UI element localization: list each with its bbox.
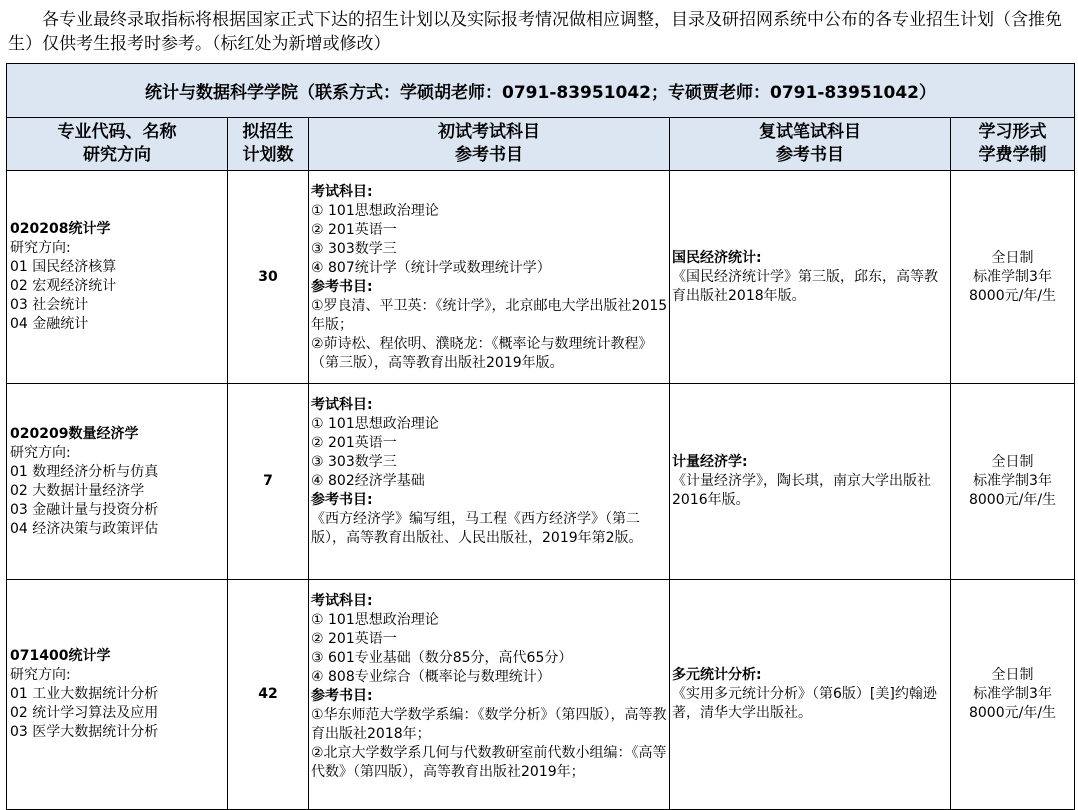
ref-item: 《西方经济学》编写组，马工程《西方经济学》（第二版），高等教育出版社、人民出版社，2019年第2版。 <box>311 511 643 546</box>
notice-paragraph: 各专业最终录取指标将根据国家正式下达的招生计划以及实际报考情况做相应调整，目录及研招网系统中公布的各专业招生计划（含推免生）仅供考生报考时参考。（标红处为新增或修改） <box>8 10 1062 54</box>
retest-text: 《实用多元统计分析》（第6版）[美]约翰逊著，清华大学出版社。 <box>672 686 937 721</box>
ref-item: ②茆诗松、程依明、濮晓龙：《概率论与数理统计教程》（第三版），高等教育出版社2019年版。 <box>311 336 653 371</box>
major-title: 020208统计学 <box>10 221 111 237</box>
exam-subject: ② 201英语一 <box>311 435 397 451</box>
retest-text: 《计量经济学》，陶长琪，南京大学出版社2016年版。 <box>672 473 931 508</box>
exam-subject: ③ 601专业基础（数分85分，高代65分） <box>311 650 573 666</box>
exam-cell <box>309 384 670 580</box>
exam-subject: ④ 808专业综合（概率论与数理统计） <box>311 669 551 685</box>
ref-label: 参考书目: <box>311 688 373 704</box>
header-retest: 复试笔试科目 参考书目 <box>670 118 951 171</box>
direction-item: 01 工业大数据统计分析 <box>10 686 159 702</box>
table-row <box>7 171 1075 384</box>
retest-cell <box>670 384 951 580</box>
tuition: 8000元/年/生 <box>968 705 1057 721</box>
form-cell <box>951 580 1075 810</box>
header-exam: 初试考试科目 参考书目 <box>309 118 670 171</box>
major-title: 071400统计学 <box>10 648 111 664</box>
exam-subject: ① 101思想政治理论 <box>311 612 439 628</box>
college-title: 统计与数据科学学院（联系方式：学硕胡老师：0791-83951042；专硕贾老师：0791-83951042） <box>7 64 1075 118</box>
header-form: 学习形式 学费学制 <box>951 118 1075 171</box>
exam-subject: ② 201英语一 <box>311 631 397 647</box>
header-plan: 拟招生 计划数 <box>228 118 309 171</box>
ref-label: 参考书目: <box>311 279 373 295</box>
form-cell <box>951 171 1075 384</box>
exam-label: 考试科目: <box>311 397 373 413</box>
exam-label: 考试科目: <box>311 593 373 609</box>
retest-title: 计量经济学: <box>672 454 748 470</box>
exam-cell <box>309 580 670 810</box>
exam-subject: ① 101思想政治理论 <box>311 416 439 432</box>
retest-cell <box>670 580 951 810</box>
retest-title: 国民经济统计: <box>672 249 762 266</box>
ref-label: 参考书目: <box>311 492 373 508</box>
major-cell <box>7 580 228 810</box>
exam-cell <box>309 171 670 384</box>
header-major: 专业代码、名称 研究方向 <box>7 118 228 171</box>
ref-item: ②北京大学数学系几何与代数教研室前代数小组编：《高等代数》（第四版），高等教育出版社2019年； <box>311 745 667 780</box>
ref-item: ①华东师范大学数学系编：《数学分析》（第四版），高等教育出版社2018年； <box>311 707 667 742</box>
exam-label: 考试科目: <box>311 184 373 200</box>
study-years: 标准学制3年 <box>973 473 1052 489</box>
major-cell <box>7 171 228 384</box>
retest-text: 《国民经济统计学》第三版，邱东，高等教育出版社2018年版。 <box>672 268 938 304</box>
enrollment-table <box>6 63 1075 810</box>
table-row <box>7 384 1075 580</box>
ref-item: ①罗良清、平卫英：《统计学》，北京邮电大学出版社2015年版； <box>311 298 668 333</box>
tuition: 8000元/年/生 <box>968 287 1057 304</box>
direction-item: 01 数理经济分析与仿真 <box>10 463 159 480</box>
direction-item: 03 医学大数据统计分析 <box>10 724 159 740</box>
college-header-row <box>7 64 1075 118</box>
exam-subject: ③ 303数学三 <box>311 241 397 257</box>
directions-label: 研究方向: <box>10 667 71 683</box>
direction-item: 03 社会统计 <box>10 297 89 313</box>
direction-item: 02 大数据计量经济学 <box>10 482 145 499</box>
exam-subject: ④ 802经济学基础 <box>311 473 425 489</box>
direction-item: 02 宏观经济统计 <box>10 278 117 294</box>
study-form: 全日制 <box>991 667 1034 683</box>
major-cell <box>7 384 228 580</box>
column-header-row <box>7 118 1075 171</box>
plan-count: 42 <box>228 580 309 810</box>
exam-subject: ③ 303数学三 <box>311 454 397 470</box>
exam-subject: ④ 807统计学（统计学或数理统计学） <box>311 260 551 276</box>
table-row <box>7 580 1075 810</box>
direction-item: 04 经济决策与政策评估 <box>10 520 159 537</box>
study-years: 标准学制3年 <box>973 686 1052 702</box>
direction-item: 04 金融统计 <box>10 316 89 332</box>
direction-item: 01 国民经济核算 <box>10 259 117 275</box>
study-form: 全日制 <box>991 454 1034 470</box>
plan-count: 7 <box>228 384 309 580</box>
directions-label: 研究方向: <box>10 444 71 461</box>
exam-subject: ② 201英语一 <box>311 222 397 238</box>
tuition: 8000元/年/生 <box>968 492 1057 508</box>
form-cell <box>951 384 1075 580</box>
study-years: 标准学制3年 <box>973 268 1052 285</box>
retest-title: 多元统计分析: <box>672 667 762 683</box>
direction-item: 03 金融计量与投资分析 <box>10 501 159 518</box>
exam-subject: ① 101思想政治理论 <box>311 203 439 219</box>
plan-count: 30 <box>228 171 309 384</box>
major-title: 020209数量经济学 <box>10 425 139 442</box>
retest-cell <box>670 171 951 384</box>
direction-item: 02 统计学习算法及应用 <box>10 705 159 721</box>
study-form: 全日制 <box>991 249 1034 266</box>
directions-label: 研究方向: <box>10 240 71 256</box>
